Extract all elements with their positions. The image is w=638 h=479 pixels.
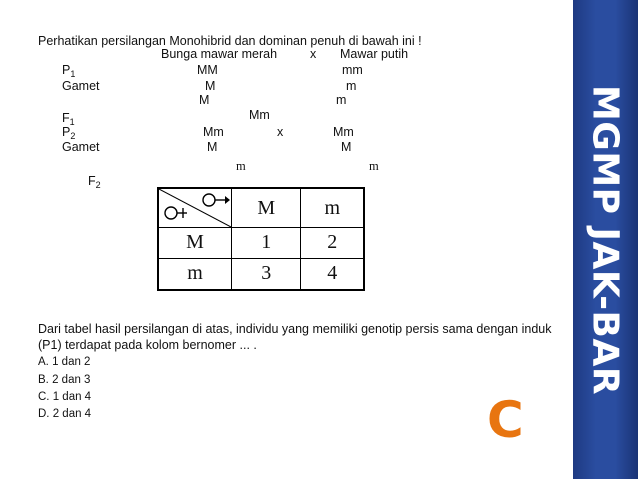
cross-symbol: x (310, 47, 317, 61)
gamet1-right-a: m (346, 79, 357, 93)
p1-left: MM (197, 63, 218, 77)
punnett-square (157, 187, 365, 291)
intro-text: Perhatikan persilangan Monohibrid dan dominan penuh di bawah ini ! (38, 34, 422, 48)
f1-value: Mm (249, 108, 270, 122)
gamet1-right-b: m (336, 93, 347, 107)
f2-label: $F_2$ (88, 174, 101, 190)
option-d: D. 2 dan 4 (38, 408, 92, 420)
option-a: A. 1 dan 2 (38, 356, 91, 368)
gamet2-right-a: M (341, 140, 352, 154)
p2-right: Mm (333, 125, 354, 139)
gamet2-right-b: m (369, 159, 379, 173)
row-header-1: M (158, 228, 232, 259)
p1-label: $P_1$ (62, 63, 76, 79)
gamet1-label: Gamet (62, 79, 100, 93)
p2-left: Mm (203, 125, 224, 139)
sidebar-label: MGMP JAK-BAR (584, 84, 626, 396)
cell-2: 2 (301, 228, 364, 259)
option-c: C. 1 dan 4 (38, 391, 92, 403)
cell-4: 4 (301, 258, 364, 290)
p2-cross: x (277, 125, 284, 139)
table-corner-cell (158, 188, 232, 228)
cell-3: 3 (232, 258, 301, 290)
row-header-2: m (158, 258, 232, 290)
col-header-1: M (232, 188, 301, 228)
parent-left: Bunga mawar merah (161, 47, 278, 61)
question-text: Dari tabel hasil persilangan di atas, individu yang memiliki genotip persis sama dengan induk (P1) terdapat pada kolom bernomer ... . (38, 322, 552, 352)
gender-symbols-icon (159, 189, 231, 227)
parent-right: Mawar putih (340, 47, 409, 61)
gamet1-left-b: M (199, 93, 210, 107)
p1-right: mm (342, 63, 363, 77)
gamet2-left-b: m (236, 159, 246, 173)
option-b: B. 2 dan 3 (38, 374, 91, 386)
gamet1-left-a: M (205, 79, 216, 93)
answer-letter: C (487, 391, 524, 449)
cell-1: 1 (232, 228, 301, 259)
col-header-2: m (301, 188, 364, 228)
p2-label: $P_2$ (62, 125, 76, 141)
f1-label: $F_1$ (62, 111, 75, 127)
gamet2-left-a: M (207, 140, 218, 154)
gamet2-label: Gamet (62, 140, 100, 154)
